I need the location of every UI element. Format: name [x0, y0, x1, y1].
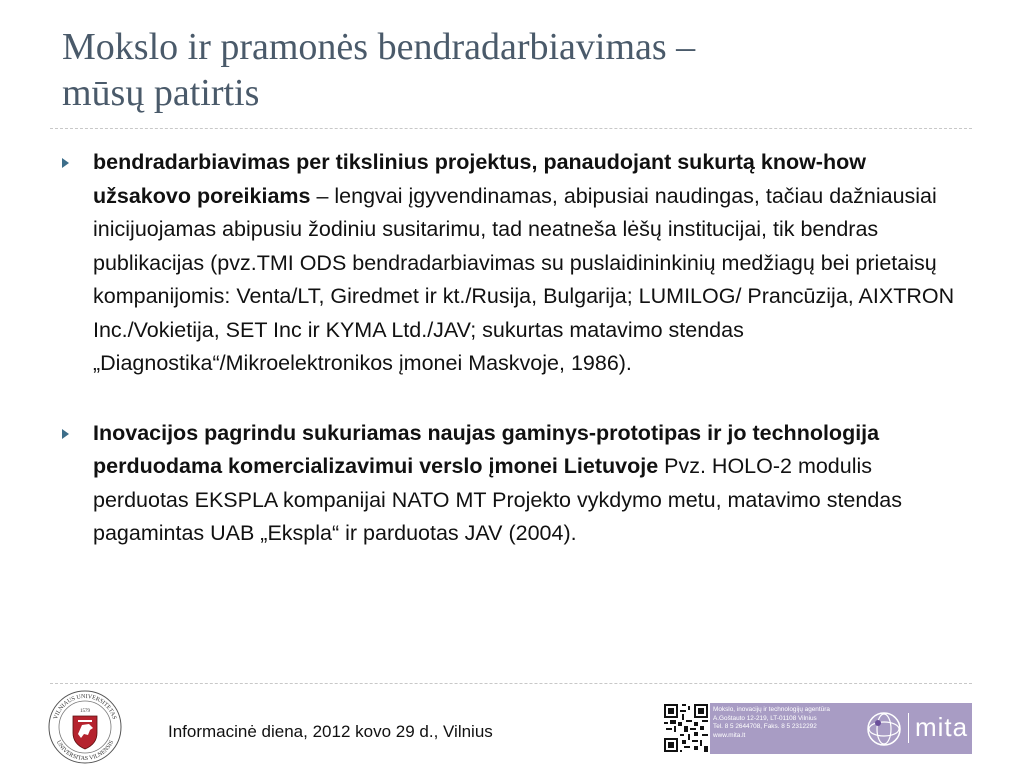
mita-banner	[710, 703, 972, 754]
seal-year: 1579	[80, 709, 90, 714]
seal-bottom-text: UNIVERSITAS VILNENSIS	[54, 739, 116, 763]
title-divider	[50, 128, 972, 129]
footer-divider	[50, 683, 972, 684]
footer-text: Informacinė diena, 2012 kovo 29 d., Vilnius	[168, 722, 493, 741]
bullet-1-bold: bendradarbiavimas per tikslinius projektus, panaudojant sukurtą know-how užsakovo poreikiams	[93, 150, 866, 208]
bullet-item-2	[62, 417, 962, 551]
title-line-1: Mokslo ir pramonės bendradarbiavimas –	[62, 26, 696, 68]
triangle-bullet-icon	[62, 158, 69, 168]
bullet-item-1	[62, 146, 962, 381]
mita-logo-text: mita	[915, 712, 969, 742]
mita-info-line: A.Goštauto 12-219, LT-01108 Vilnius	[713, 714, 817, 722]
mita-separator	[908, 713, 909, 743]
university-seal-icon	[42, 689, 128, 765]
mita-info-line: Tel. 8 5 2644708, Faks. 8 5 2312292	[713, 723, 817, 731]
seal-top-text: VILNIAUS UNIVERSITETAS	[53, 693, 117, 721]
bullet-2-bold: Inovacijos pagrindu sukuriamas naujas gaminys-prototipas ir jo technologija perduodama komercializavimui verslo įmonei Lietuvoje	[93, 420, 880, 478]
mita-info-line: Mokslo, inovacijų ir technologijų agentūra	[713, 706, 830, 713]
mita-info-line: www.mita.lt	[713, 731, 746, 739]
bullet-2-text: Pvz. HOLO-2 modulis perduotas EKSPLA kompanijai NATO MT Projekto vykdymo metu, matavimo stendas pagamintas UAB „Ekspla“ ir parduotas JAV (2004).	[93, 454, 902, 545]
bullet-1-text: – lengvai įgyvendinamas, abipusiai naudingas, tačiau dažniausiai inicijuojamas abipusiu žodiniu susitarimu, tad neatneša lėšų institucijai, tik bendras publikacijas (pvz.TMI ODS bendradarbiavimas su puslaidininkinių medžiagų bei prietaisų kompanijomis: Venta/LT, Giredmet ir kt./Rusija, Bulgarija; LUMILOG/ Prancūzija, AIXTRON Inc./Vokietija, SET Inc ir KYMA Ltd./JAV; sukurtas matavimo stendas „Diagnostika“/Mikroelektronikos įmonei Maskvoje, 1986).	[93, 183, 955, 375]
mita-logo-icon	[864, 709, 904, 749]
qr-code-icon	[662, 702, 710, 754]
title-line-2: mūsų patirtis	[62, 72, 260, 114]
bullet-list	[62, 146, 962, 551]
triangle-bullet-icon	[62, 429, 69, 439]
mita-contact-info	[713, 706, 861, 740]
slide-title	[62, 24, 962, 116]
